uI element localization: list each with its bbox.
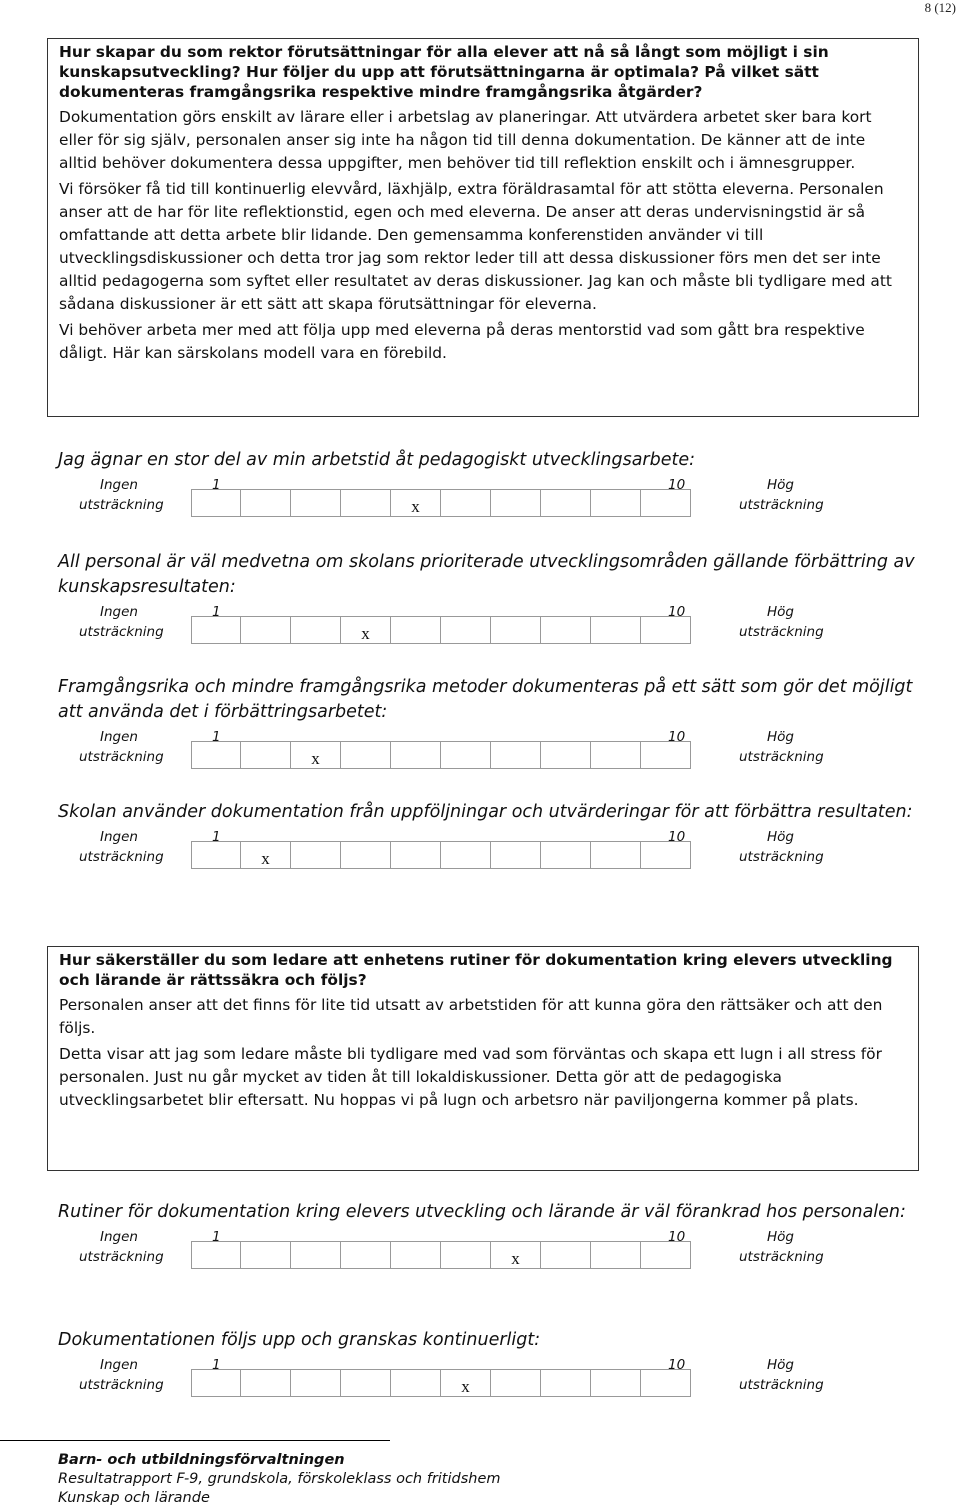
scale-low-sublabel: utsträckning (79, 497, 164, 513)
scale-box-4[interactable] (341, 841, 391, 869)
scale-box-9[interactable] (591, 741, 641, 769)
scale-low-sublabel: utsträckning (79, 1249, 164, 1265)
scale-mark: x (311, 749, 320, 768)
footer-section: Kunskap och lärande (58, 1490, 210, 1506)
scale-min-number: 1 (212, 829, 221, 845)
scale-mark: x (511, 1249, 520, 1268)
scale-max-number: 10 (668, 1357, 686, 1373)
scale-box-10[interactable] (641, 489, 691, 517)
scale-box-9[interactable] (591, 489, 641, 517)
footer-rule (0, 1440, 390, 1441)
scale-row (58, 602, 918, 650)
scale-boxes (191, 841, 691, 869)
scale-low-label: Ingen (100, 1357, 138, 1373)
scale-high-label: Hög (767, 1357, 794, 1373)
scale-high-label: Hög (767, 604, 794, 620)
scale-low-sublabel: utsträckning (79, 749, 164, 765)
scale-box-7[interactable] (491, 1369, 541, 1397)
question-heading: Hur skapar du som rektor förutsättningar för alla elever att nå så långt som möjligt i sin kunskapsutveckling? Hur följer du upp att förutsättningarna är optimala? På vilket sätt dokumenteras framgångsrika respektive mindre framgångsrika åtgärder? (59, 43, 829, 101)
scale-box-6[interactable] (441, 616, 491, 644)
scale-boxes (191, 616, 691, 644)
scale-box-1[interactable] (191, 489, 241, 517)
rating-scale (58, 800, 918, 875)
question-heading: Hur säkerställer du som ledare att enhetens rutiner för dokumentation kring elevers utveckling och lärande är rättssäkra och följs? (59, 951, 893, 989)
scale-boxes (191, 1241, 691, 1269)
scale-box-5[interactable] (391, 741, 441, 769)
scale-box-1[interactable] (191, 841, 241, 869)
scale-max-number: 10 (668, 604, 686, 620)
scale-box-8[interactable] (541, 1241, 591, 1269)
scale-box-7[interactable] (491, 741, 541, 769)
scale-box-5[interactable] (391, 489, 441, 517)
scale-high-sublabel: utsträckning (739, 749, 824, 765)
scale-box-6[interactable] (441, 489, 491, 517)
scale-statement: Jag ägnar en stor del av min arbetstid åt pedagogiskt utvecklingsarbete: (58, 450, 696, 470)
answer-paragraph: Personalen anser att det finns för lite tid utsatt av arbetstiden för att kunna göra den rättsäker och att den följs. (59, 996, 883, 1037)
rating-scale (58, 1200, 918, 1275)
scale-high-sublabel: utsträckning (739, 849, 824, 865)
scale-boxes (191, 489, 691, 517)
scale-box-6[interactable] (441, 741, 491, 769)
scale-min-number: 1 (212, 1357, 221, 1373)
answer-paragraph: Vi behöver arbeta mer med att följa upp med eleverna på deras mentorstid vad som gått bra respektive dåligt. Här kan särskolans modell vara en förebild. (59, 321, 865, 362)
scale-box-8[interactable] (541, 616, 591, 644)
scale-low-sublabel: utsträckning (79, 849, 164, 865)
answer-paragraph: Dokumentation görs enskilt av lärare eller i arbetslag av planeringar. Att utvärdera arbetet sker bara kort eller för sig själv, personalen anser sig inte ha någon tid till denna dokumentation. De känner att de inte alltid behöver dokumentera dessa uppgifter, men behöver tid till reflektion enskilt och i ämnesgrupper. (59, 108, 872, 172)
scale-box-8[interactable] (541, 741, 591, 769)
scale-box-4[interactable] (341, 489, 391, 517)
scale-high-label: Hög (767, 1229, 794, 1245)
scale-box-3[interactable] (291, 841, 341, 869)
scale-box-6[interactable] (441, 1241, 491, 1269)
scale-min-number: 1 (212, 729, 221, 745)
scale-box-10[interactable] (641, 616, 691, 644)
rating-scale (58, 448, 918, 523)
scale-box-10[interactable] (641, 1369, 691, 1397)
scale-box-3[interactable] (291, 616, 341, 644)
scale-high-sublabel: utsträckning (739, 497, 824, 513)
scale-box-9[interactable] (591, 841, 641, 869)
scale-box-3[interactable] (291, 489, 341, 517)
scale-high-sublabel: utsträckning (739, 1249, 824, 1265)
scale-row (58, 1227, 918, 1275)
scale-box-9[interactable] (591, 1241, 641, 1269)
scale-high-label: Hög (767, 829, 794, 845)
footer-report-title: Resultatrapport F-9, grundskola, förskoleklass och fritidshem (58, 1471, 501, 1487)
scale-box-1[interactable] (191, 1241, 241, 1269)
scale-statement: Rutiner för dokumentation kring elevers utveckling och lärande är väl förankrad hos personalen: (58, 1202, 906, 1222)
scale-row (58, 827, 918, 875)
answer-paragraph: Detta visar att jag som ledare måste bli tydligare med vad som förväntas och skapa ett lugn i all stress för personalen. Just nu går mycket av tiden åt till lokaldiskussioner. Detta gör att de pedagogiska utvecklingsarbetet blir eftersatt. Nu hoppas vi på lugn och arbetsro när paviljongerna kommer på plats. (59, 1045, 882, 1109)
scale-box-5[interactable] (391, 1369, 441, 1397)
scale-box-2[interactable] (241, 1241, 291, 1269)
scale-box-5[interactable] (391, 841, 441, 869)
scale-low-sublabel: utsträckning (79, 624, 164, 640)
answer-paragraph: Vi försöker få tid till kontinuerlig elevvård, läxhjälp, extra föräldrasamtal för att stötta eleverna. Personalen anser att de har för lite reflektionstid, egen och med eleverna. De anser att deras undervisningstid är så omfattande att detta arbete blir lidande. Den gemensamma konferenstiden använder vi till utvecklingsdiskussioner och detta tror jag som rektor leder till att dessa diskussioner förs men det ser inte alltid pedagogerna som syftet eller resultatet av deras diskussioner. Jag kan och måste bli tydligare med att sådana diskussioner är ett sätt att skapa förutsättningar för eleverna. (59, 180, 892, 313)
scale-high-label: Hög (767, 477, 794, 493)
scale-low-label: Ingen (100, 729, 138, 745)
scale-statement: Framgångsrika och mindre framgångsrika metoder dokumenteras på ett sätt som gör det möjligt att använda det i förbättringsarbetet: (58, 677, 913, 722)
scale-statement: Dokumentationen följs upp och granskas kontinuerligt: (58, 1330, 541, 1350)
scale-low-sublabel: utsträckning (79, 1377, 164, 1393)
scale-box-1[interactable] (191, 741, 241, 769)
question-box-routines (47, 946, 919, 1171)
scale-box-9[interactable] (591, 1369, 641, 1397)
scale-box-3[interactable] (291, 1241, 341, 1269)
scale-min-number: 1 (212, 1229, 221, 1245)
scale-mark: x (261, 849, 270, 868)
scale-mark: x (461, 1377, 470, 1396)
scale-box-1[interactable] (191, 616, 241, 644)
page-number: 8 (12) (924, 0, 956, 15)
scale-box-4[interactable] (341, 1241, 391, 1269)
scale-row (58, 1355, 918, 1403)
scale-max-number: 10 (668, 729, 686, 745)
scale-box-7[interactable] (491, 616, 541, 644)
scale-box-8[interactable] (541, 1369, 591, 1397)
rating-scale (58, 550, 918, 650)
scale-box-5[interactable] (391, 616, 441, 644)
scale-box-7[interactable] (491, 841, 541, 869)
scale-row (58, 475, 918, 523)
scale-low-label: Ingen (100, 604, 138, 620)
scale-box-3[interactable] (291, 1369, 341, 1397)
scale-box-2[interactable] (241, 841, 291, 869)
scale-max-number: 10 (668, 477, 686, 493)
scale-box-7[interactable] (491, 1241, 541, 1269)
scale-low-label: Ingen (100, 477, 138, 493)
scale-max-number: 10 (668, 829, 686, 845)
scale-max-number: 10 (668, 1229, 686, 1245)
footer-organization: Barn- och utbildningsförvaltningen (58, 1452, 345, 1468)
rating-scale (58, 675, 918, 775)
scale-box-2[interactable] (241, 616, 291, 644)
scale-mark: x (361, 624, 370, 643)
scale-high-sublabel: utsträckning (739, 624, 824, 640)
scale-high-label: Hög (767, 729, 794, 745)
scale-box-10[interactable] (641, 841, 691, 869)
scale-row (58, 727, 918, 775)
scale-box-6[interactable] (441, 841, 491, 869)
scale-box-1[interactable] (191, 1369, 241, 1397)
scale-box-2[interactable] (241, 741, 291, 769)
scale-low-label: Ingen (100, 829, 138, 845)
scale-box-10[interactable] (641, 1241, 691, 1269)
scale-boxes (191, 741, 691, 769)
scale-mark: x (411, 497, 420, 516)
scale-statement: Skolan använder dokumentation från uppföljningar och utvärderingar för att förbättra resultaten: (58, 802, 913, 822)
scale-box-4[interactable] (341, 616, 391, 644)
rating-scale (58, 1328, 918, 1403)
scale-box-8[interactable] (541, 489, 591, 517)
scale-box-5[interactable] (391, 1241, 441, 1269)
scale-box-3[interactable] (291, 741, 341, 769)
scale-box-8[interactable] (541, 841, 591, 869)
scale-low-label: Ingen (100, 1229, 138, 1245)
scale-statement: All personal är väl medvetna om skolans prioriterade utvecklingsområden gällande förbättring av kunskapsresultaten: (58, 552, 915, 597)
scale-box-10[interactable] (641, 741, 691, 769)
scale-box-4[interactable] (341, 1369, 391, 1397)
scale-min-number: 1 (212, 477, 221, 493)
question-box-conditions (47, 38, 919, 417)
scale-box-4[interactable] (341, 741, 391, 769)
scale-min-number: 1 (212, 604, 221, 620)
scale-box-6[interactable] (441, 1369, 491, 1397)
scale-box-7[interactable] (491, 489, 541, 517)
scale-box-2[interactable] (241, 1369, 291, 1397)
scale-box-2[interactable] (241, 489, 291, 517)
scale-high-sublabel: utsträckning (739, 1377, 824, 1393)
scale-boxes (191, 1369, 691, 1397)
scale-box-9[interactable] (591, 616, 641, 644)
